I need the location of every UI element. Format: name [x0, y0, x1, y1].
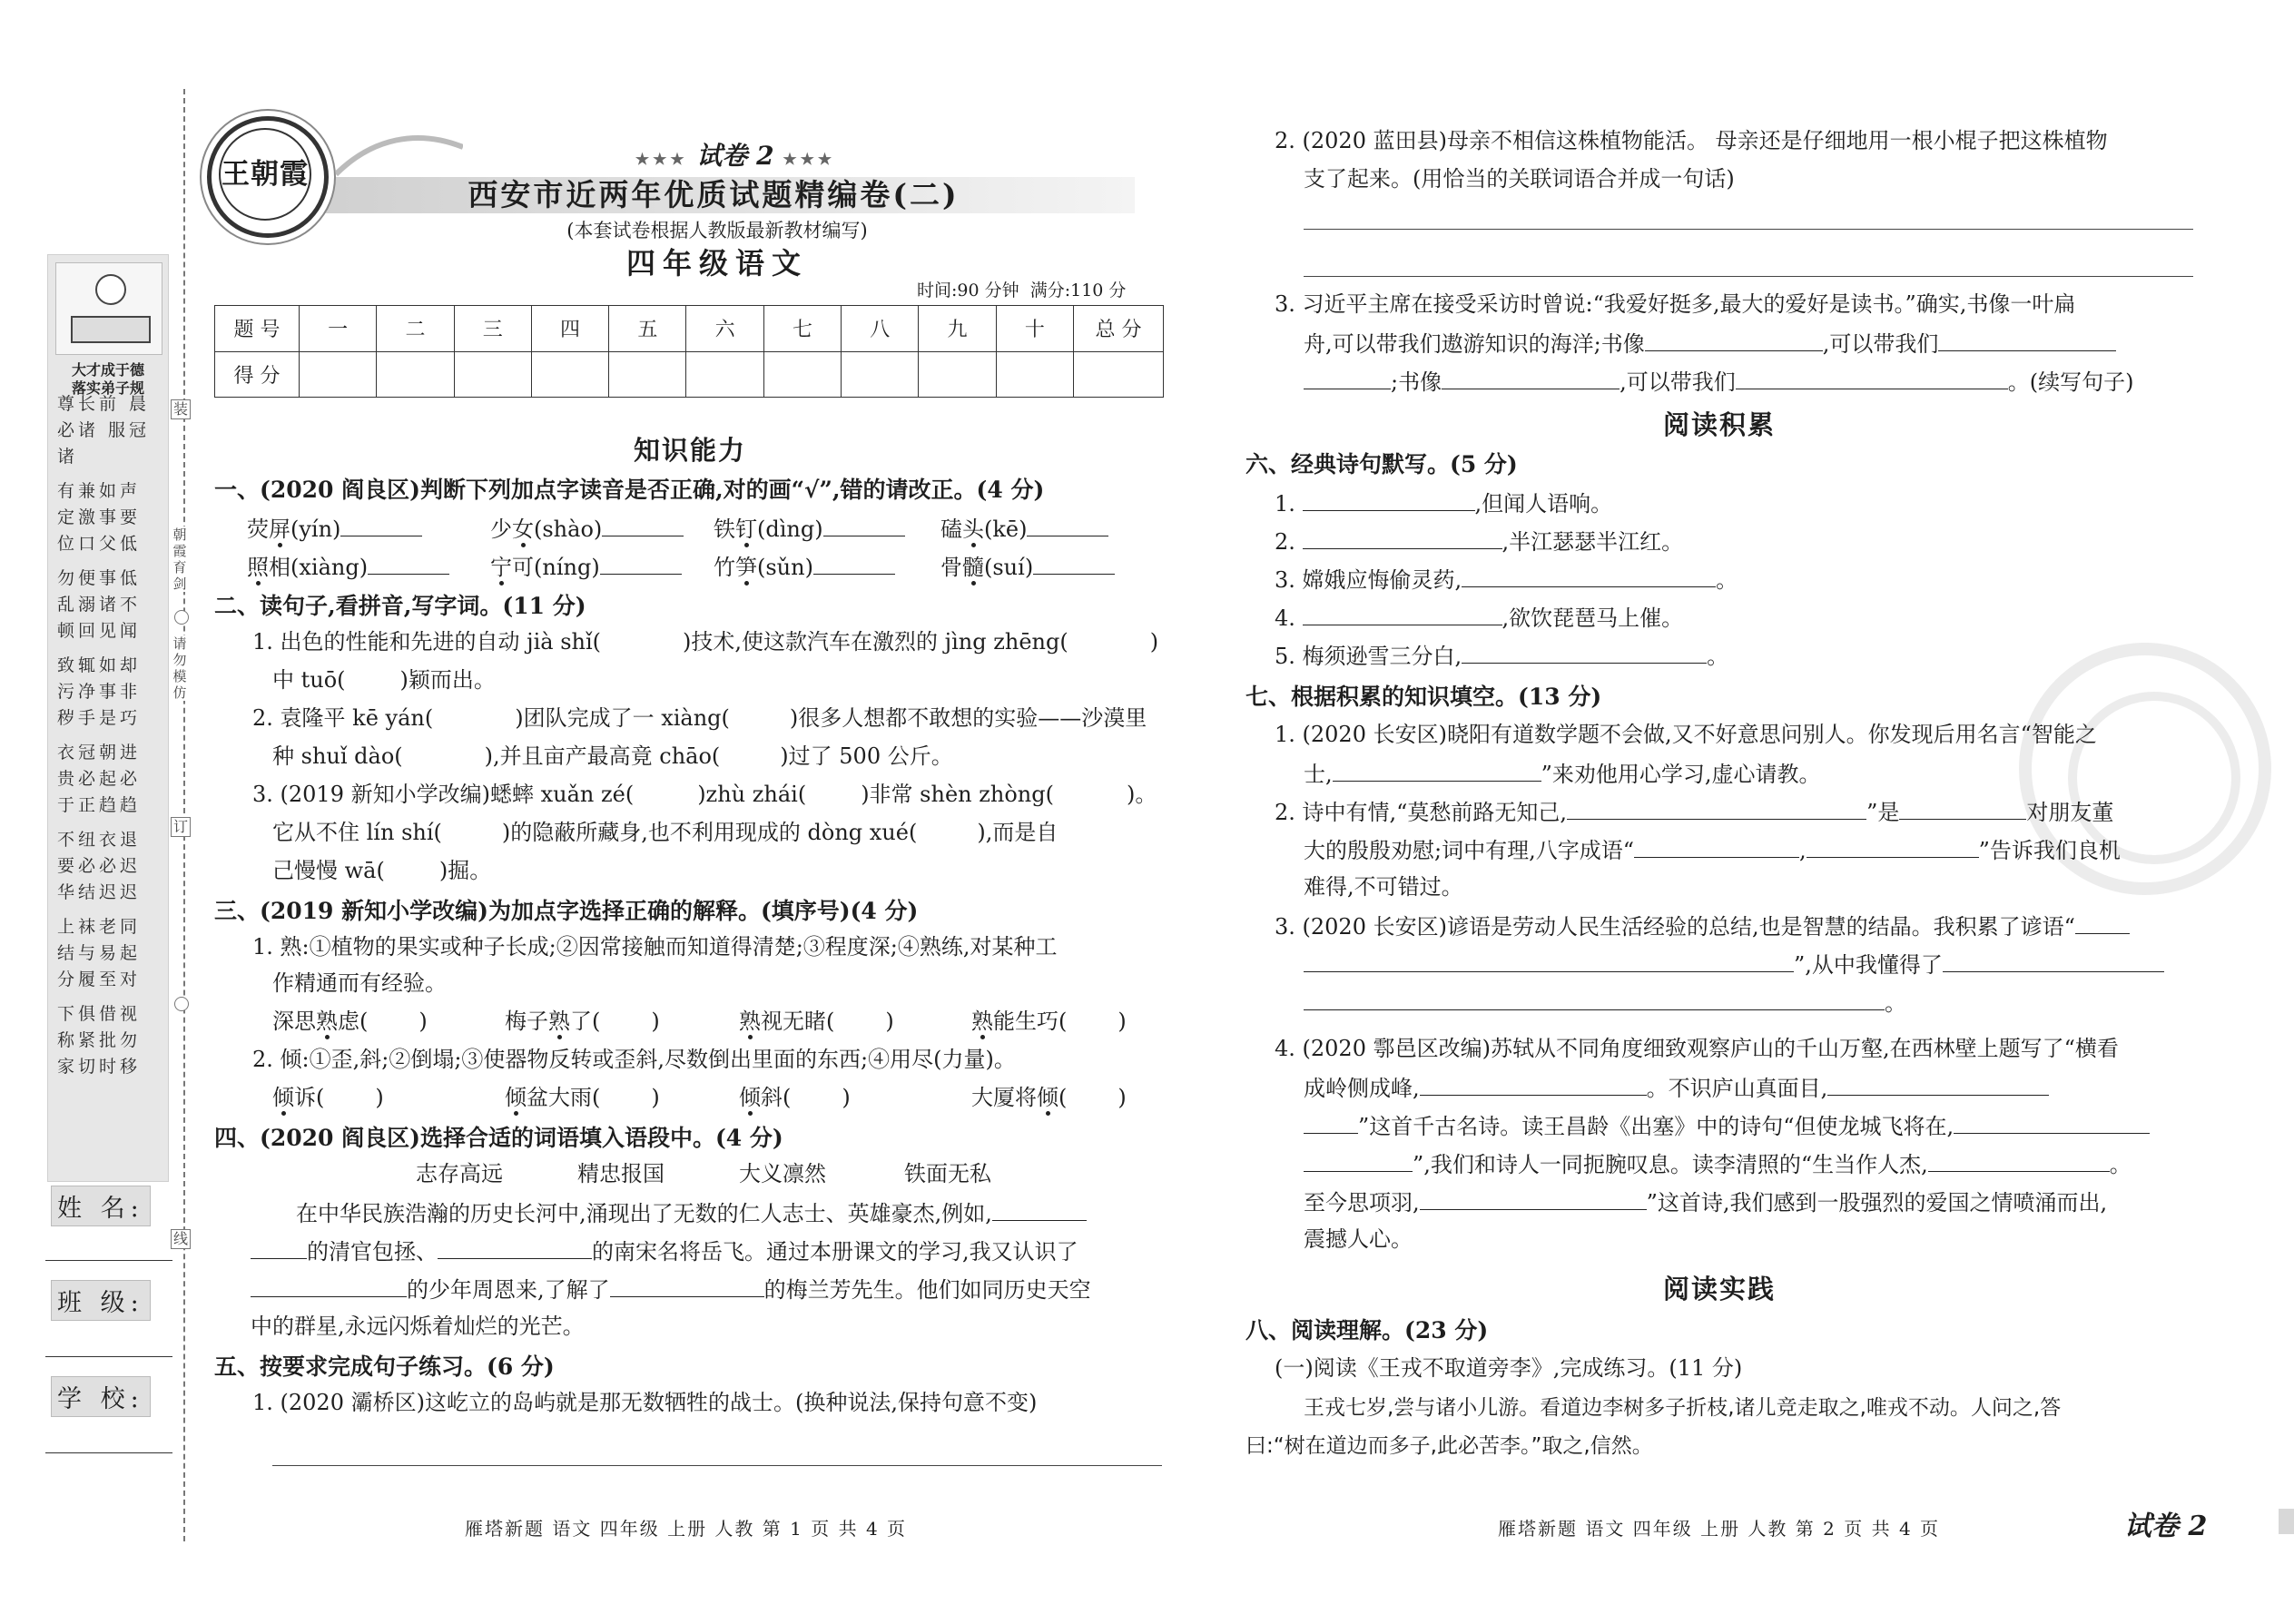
q5-item-2: 2. (2020 蓝田县)母亲不相信这株植物能活。 母亲还是仔细地用一根小棍子把这株植物 — [1275, 128, 2108, 153]
answer-line[interactable] — [272, 1465, 1162, 1466]
answer-line[interactable] — [1304, 229, 2193, 230]
time-info — [917, 277, 1126, 301]
paper-number-text: 试卷 2 — [696, 141, 774, 171]
section-reading-practice: 阅读实践 — [1662, 1274, 1776, 1304]
table-row — [215, 306, 1164, 352]
q7-item-4f: 震撼人心。 — [1304, 1226, 1413, 1252]
score-cell[interactable] — [1074, 351, 1164, 398]
verse-group: 有兼如声 定激事要 位口父低 — [57, 481, 142, 554]
q7-item-1b: 士, ”来劝他用心学习,虚心请教。 — [1304, 757, 1821, 790]
passage-text-2: 曰:“树在道边而多子,此必苦李。”取之,信然。 — [1245, 1434, 1653, 1458]
col-header: 四 — [531, 306, 608, 352]
q6-line: 2. ,半江瑟瑟半江红。 — [1275, 525, 1683, 557]
answer-blank[interactable] — [1420, 1071, 1647, 1096]
col-header: 十 — [996, 306, 1073, 352]
col-header: 九 — [919, 306, 996, 352]
q2-line: 3. (2019 新知小学改编)蟋蟀 xuǎn zé( )zhù zhái( )非常 shèn zhòng( )。 — [252, 782, 1157, 807]
answer-blank[interactable] — [1827, 1071, 2049, 1096]
q1-item: 宁可(níng) — [490, 550, 682, 583]
answer-blank[interactable] — [1304, 365, 1391, 389]
q5-item-3: 3. 习近平主席在接受采访时曾说:“我爱好挺多,最大的爱好是读书。”确实,书像一叶扁 — [1275, 291, 2076, 317]
q7-item-2: 2. 诗中有情,“莫愁前路无知己, ”是 对朋友董 — [1275, 795, 2113, 828]
vertical-note-2-text: 请勿模仿 — [172, 635, 187, 701]
answer-blank[interactable] — [1567, 795, 1866, 820]
col-header: 三 — [454, 306, 531, 352]
answer-blank[interactable] — [251, 1273, 407, 1297]
answer-blank[interactable] — [1736, 365, 2008, 389]
q3-item: 倾诉( ) — [272, 1085, 384, 1110]
q1-item: 少女(shào) — [490, 512, 684, 545]
question-7: 七、根据积累的知识填空。(13 分) — [1245, 684, 1602, 710]
scholar-figure-icon — [55, 262, 162, 355]
score-cell[interactable] — [531, 351, 608, 398]
margin-slogan-1: 大才成于德 — [71, 361, 144, 379]
verse-group: 勿便事低 乱溺诸不 顿回见闻 — [57, 568, 142, 641]
paper-subnote: (本套试卷根据人教版最新教材编写) — [566, 220, 868, 241]
binding-tab-3: 线 — [171, 1229, 191, 1249]
stars-left-icon: ★★★ — [635, 151, 688, 169]
answer-blank[interactable] — [1807, 833, 1979, 858]
vertical-note-2 — [170, 635, 190, 701]
section-knowledge: 知识能力 — [633, 435, 746, 466]
q2-line: 1. 出色的性能和先进的自动 jià shǐ( )技术,使这款汽车在激烈的 jìng zhēng( ) — [252, 629, 1159, 655]
answer-blank[interactable] — [1462, 563, 1716, 587]
col-header: 总 分 — [1074, 306, 1164, 352]
q3-item: 倾斜( ) — [739, 1085, 851, 1110]
word-option: 铁面无私 — [904, 1161, 991, 1186]
answer-blank[interactable] — [1303, 525, 1502, 549]
q2-line: 它从不住 lín shí( )的隐蔽所藏身,也不利用现成的 dòng xué( ),而是自 — [272, 820, 1058, 845]
answer-blank[interactable] — [1442, 365, 1620, 389]
full-score: 满分:110 分 — [1029, 281, 1127, 300]
answer-blank[interactable] — [1333, 757, 1541, 782]
answer-blank[interactable] — [1027, 512, 1108, 536]
q1-item: 铁钉(dìng) — [714, 512, 905, 545]
q1-item: 竹笋(sǔn) — [714, 550, 895, 583]
score-cell[interactable] — [454, 351, 531, 398]
q2-line: 中 tuō( )颖而出。 — [272, 667, 496, 693]
answer-blank[interactable] — [823, 512, 905, 536]
q1-item: 骨髓(suí) — [940, 550, 1115, 583]
class-label: 班 级: — [51, 1280, 151, 1321]
col-header: 八 — [842, 306, 919, 352]
col-header: 一 — [300, 306, 377, 352]
logo-text: 王朝霞 — [222, 158, 309, 191]
q7-item-4c: ”这首千古名诗。读王昌龄《出塞》中的诗句“但使龙城飞将在, — [1304, 1109, 2150, 1142]
q1-item: 磕头(kē) — [940, 512, 1108, 545]
question-5: 五、按要求完成句子练习。(6 分) — [214, 1353, 555, 1380]
score-table — [214, 305, 1164, 398]
q4-line: 在中华民族浩瀚的历史长河中,涌现出了无数的仁人志士、英雄豪杰,例如, — [296, 1196, 1087, 1229]
q7-item-3: 3. (2020 长安区)谚语是劳动人民生活经验的总结,也是智慧的结晶。我积累了谚语“ — [1275, 910, 2130, 942]
name-line[interactable] — [45, 1260, 172, 1261]
paper-grade: 四年级语文 — [625, 246, 808, 281]
score-cell[interactable] — [609, 351, 686, 398]
question-1: 一、(2020 阎良区)判断下列加点字读音是否正确,对的画“√”,错的请改正。(4 分) — [214, 477, 1045, 503]
vertical-note-1 — [170, 527, 190, 592]
question-8: 八、阅读理解。(23 分) — [1245, 1317, 1489, 1343]
q2-line: 2. 袁隆平 kē yán( )团队完成了一 xiàng( )很多人想都不敢想的实验——沙漠里 — [252, 705, 1147, 731]
q5-item-3c: ;书像 ,可以带我们 。(续写句子) — [1304, 365, 2133, 398]
answer-blank[interactable] — [992, 1196, 1087, 1221]
page-footer-left: 雁塔新题 语文 四年级 上册 人教 第 1 页 共 4 页 — [465, 1518, 908, 1540]
answer-blank[interactable] — [1928, 1147, 2110, 1172]
school-line[interactable] — [45, 1452, 172, 1453]
corner-paper-text: 试卷 2 — [2124, 1511, 2208, 1542]
q7-item-4: 4. (2020 鄠邑区改编)苏轼从不同角度细致观察庐山的千山万壑,在西林壁上题写了“横看 — [1275, 1036, 2119, 1061]
answer-blank[interactable] — [1645, 327, 1823, 351]
q5-item-2b: 支了起来。(用恰当的关联词语合并成一句话) — [1304, 166, 1735, 192]
score-cell[interactable] — [377, 351, 454, 398]
stars-right-icon: ★★★ — [783, 151, 836, 169]
binding-hole-icon — [174, 610, 189, 625]
q3-item: 熟能生巧( ) — [971, 1009, 1127, 1034]
score-cell[interactable] — [763, 351, 841, 398]
answer-blank[interactable] — [1033, 550, 1115, 575]
q7-item-2c: 难得,不可错过。 — [1304, 874, 1463, 900]
q7-item-3b: ”,从中我懂得了 — [1304, 948, 2164, 980]
answer-blank[interactable] — [1304, 986, 1885, 1010]
answer-blank[interactable] — [602, 512, 684, 536]
row-label: 题 号 — [215, 306, 300, 352]
binding-line — [183, 89, 185, 1541]
answer-blank[interactable] — [1303, 601, 1502, 625]
verse-group: 上袜老同 结与易起 分履至对 — [57, 917, 142, 989]
q3-item: 梅子熟了( ) — [505, 1009, 660, 1034]
q5-item-3b: 舟,可以带我们遨游知识的海洋;书像 ,可以带我们 — [1304, 327, 2116, 359]
answer-blank[interactable] — [1420, 1186, 1647, 1210]
binding-hole-icon — [174, 997, 189, 1011]
answer-blank[interactable] — [1943, 948, 2164, 972]
passage-text-1: 王戎七岁,尝与诸小儿游。看道边李树多子折枝,诸儿竞走取之,唯戎不动。人问之,答 — [1304, 1396, 2062, 1420]
class-line[interactable] — [45, 1356, 172, 1357]
q7-item-4e: 至今思项羽, ”这首诗,我们感到一股强烈的爱国之情喷涌而出, — [1304, 1186, 2107, 1218]
margin-badge — [47, 254, 169, 1182]
answer-blank[interactable] — [1304, 1109, 1358, 1134]
q3-item: 大厦将倾( ) — [971, 1085, 1127, 1110]
q7-item-3c: 。 — [1304, 986, 1906, 1019]
q1-item: 荧屏(yín) — [247, 512, 422, 545]
time-limit: 时间:90 分钟 — [917, 281, 1019, 300]
answer-blank[interactable] — [813, 550, 895, 575]
row-label: 得 分 — [215, 351, 300, 398]
corner-bar — [2279, 1509, 2294, 1534]
answer-blank[interactable] — [438, 1235, 592, 1259]
score-cell[interactable] — [300, 351, 377, 398]
answer-blank[interactable] — [368, 550, 449, 575]
col-header: 五 — [609, 306, 686, 352]
q3-definition-1: 1. 熟:①植物的果实或种子长成;②因常接触而知道得清楚;③程度深;④熟练,对某种工 — [252, 934, 1058, 960]
q6-line: 1. ,但闻人语响。 — [1275, 487, 1612, 519]
question-4: 四、(2020 阎良区)选择合适的词语填入语段中。(4 分) — [214, 1125, 783, 1151]
school-label: 学 校: — [51, 1376, 151, 1417]
q3-item: 倾盆大雨( ) — [505, 1085, 660, 1110]
page-footer-right: 雁塔新题 语文 四年级 上册 人教 第 2 页 共 4 页 — [1498, 1518, 1941, 1540]
q2-line: 己慢慢 wā( )掘。 — [272, 858, 492, 883]
margin-verses — [57, 391, 159, 1088]
answer-blank[interactable] — [1462, 639, 1707, 664]
answer-blank[interactable] — [1938, 327, 2116, 351]
word-option: 志存高远 — [416, 1161, 503, 1186]
paper-title: 西安市近两年优质试题精编卷(二) — [468, 177, 960, 212]
answer-blank[interactable] — [1899, 795, 2026, 820]
margin-slogan-2: 落实弟子规 — [71, 379, 144, 397]
answer-blank[interactable] — [610, 1273, 764, 1297]
q3-item: 深思熟虑( ) — [272, 1009, 428, 1034]
section-reading-accumulation: 阅读积累 — [1662, 409, 1776, 440]
col-header: 二 — [377, 306, 454, 352]
binding-tab-2: 订 — [171, 817, 191, 837]
q7-item-4b: 成岭侧成峰, 。不识庐山真面目, — [1304, 1071, 2049, 1104]
question-3: 三、(2019 新知小学改编)为加点字选择正确的解释。(填序号)(4 分) — [214, 898, 919, 924]
verse-group: 不纽衣退 要必必迟 华结迟迟 — [57, 830, 142, 902]
verse-group: 尊长前 晨必诸 服冠诸 — [57, 394, 151, 467]
score-cell[interactable] — [919, 351, 996, 398]
q4-line: 中的群星,永远闪烁着灿烂的光芒。 — [251, 1314, 585, 1339]
table-row — [215, 351, 1164, 398]
q6-line: 4. ,欲饮琵琶马上催。 — [1275, 601, 1683, 634]
binding-tab-1: 装 — [171, 399, 191, 419]
verse-group: 下俱借视 称紧批勿 家切时移 — [57, 1004, 142, 1077]
ribbon-icon — [336, 120, 463, 183]
score-cell[interactable] — [686, 351, 763, 398]
answer-blank[interactable] — [1304, 1147, 1413, 1172]
answer-blank[interactable] — [600, 550, 682, 575]
col-header: 七 — [763, 306, 841, 352]
answer-line[interactable] — [1304, 276, 2193, 277]
paper-number — [617, 136, 853, 172]
q4-line: 的少年周恩来,了解了 的梅兰芳先生。他们如同历史天空 — [251, 1273, 1091, 1305]
verse-group: 衣冠朝进 贵必起必 于正趋趋 — [57, 743, 142, 815]
q4-line: 的清官包拯、 的南宋名将岳飞。通过本册课文的学习,我又认识了 — [251, 1235, 1078, 1267]
q7-item-1: 1. (2020 长安区)晓阳有道数学题不会做,又不好意思问别人。你发现后用名言“智能之 — [1275, 722, 2097, 747]
question-6: 六、经典诗句默写。(5 分) — [1245, 451, 1518, 477]
word-option: 精忠报国 — [577, 1161, 665, 1186]
q6-line: 5. 梅须逊雪三分白, 。 — [1275, 639, 1728, 672]
score-cell[interactable] — [996, 351, 1073, 398]
q8-passage-title: (一)阅读《王戎不取道旁李》,完成练习。(11 分) — [1275, 1355, 1743, 1381]
name-label: 姓 名: — [51, 1186, 151, 1226]
answer-blank[interactable] — [2075, 910, 2130, 934]
q3-item: 熟视无睹( ) — [739, 1009, 894, 1034]
answer-blank[interactable] — [1954, 1109, 2150, 1134]
answer-blank[interactable] — [1634, 833, 1799, 858]
vertical-note-1-text: 朝霞育剑 — [172, 527, 187, 592]
q2-line: 种 shuǐ dào( ),并且亩产最高竟 chāo( )过了 500 公斤。 — [272, 743, 953, 769]
verse-group: 致辄如却 污净事非 秽手是巧 — [57, 655, 142, 728]
q5-item-1: 1. (2020 灞桥区)这屹立的岛屿就是那无数牺牲的战士。(换种说法,保持句意不变) — [252, 1390, 1038, 1415]
answer-blank[interactable] — [1304, 948, 1794, 972]
answer-blank[interactable] — [340, 512, 422, 536]
q7-item-2b: 大的殷殷劝慰;词中有理,八字成语“ , ”告诉我们良机 — [1304, 833, 2121, 866]
answer-blank[interactable] — [251, 1235, 307, 1259]
answer-blank[interactable] — [1303, 487, 1475, 511]
q3-definition-1b: 作精通而有经验。 — [272, 970, 447, 996]
q3-definition-2: 2. 倾:①歪,斜;②倒塌;③使器物反转或歪斜,尽数倒出里面的东西;④用尽(力量)。 — [252, 1047, 1016, 1072]
q7-item-4d: ”,我们和诗人一同扼腕叹息。读李清照的“生当作人杰, 。 — [1304, 1147, 2132, 1180]
question-2: 二、读句子,看拼音,写字词。(11 分) — [214, 593, 586, 619]
q1-item: 照相(xiàng) — [247, 550, 449, 583]
col-header: 六 — [686, 306, 763, 352]
word-option: 大义凛然 — [739, 1161, 826, 1186]
q6-line: 3. 嫦娥应悔偷灵药, 。 — [1275, 563, 1738, 595]
score-cell[interactable] — [842, 351, 919, 398]
corner-paper-tag — [2124, 1500, 2294, 1540]
